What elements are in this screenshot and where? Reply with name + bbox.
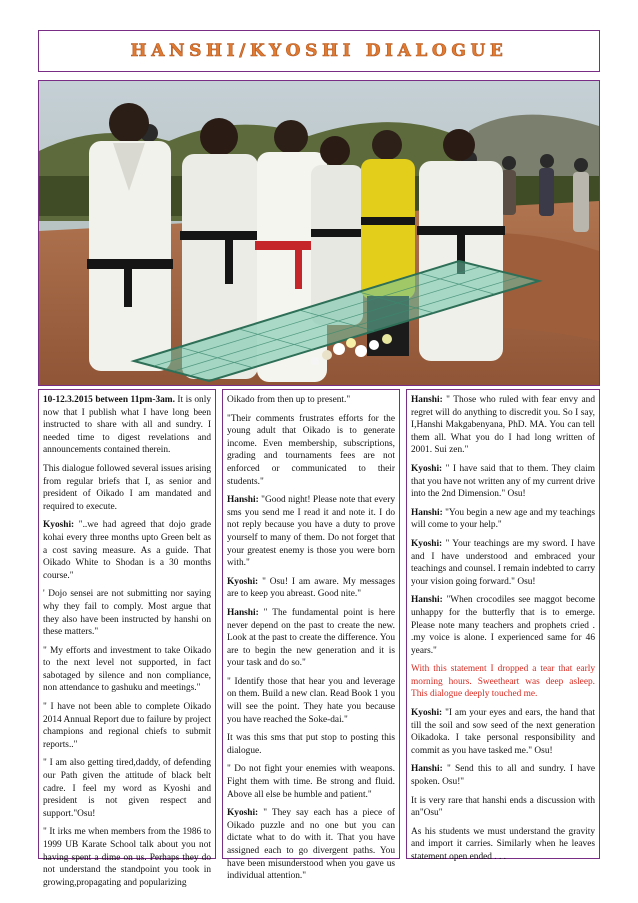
paragraph <box>227 607 395 670</box>
group-photo-karateka-icon <box>39 81 599 385</box>
speaker-label: Kyoshi: <box>227 808 259 819</box>
body-text: This dialogue followed several issues arising from regular briefs that I, as senior and president of Oikado I am mandated and required to execute. <box>43 463 211 512</box>
paragraph <box>43 757 211 820</box>
body-text: " Do not fight your enemies with weapons. Fight them with time. Be strong and fluid. Above all else be humble and patient." <box>227 764 395 800</box>
body-text: " Identify those that hear you and leverage on them. Build a new clan. Read Book 1 you will see the point. They hate you because you have reached the Soke-dai." <box>227 676 395 725</box>
speaker-label: Kyoshi: <box>411 463 443 474</box>
body-text: It is very rare that hanshi ends a discussion with an"Osu" <box>411 795 595 819</box>
body-text: Oikado from then up to present." <box>227 395 351 405</box>
speaker-label: 10-12.3.2015 between 11pm-3am. <box>43 395 175 405</box>
paragraph <box>411 394 595 457</box>
paragraph <box>227 494 395 570</box>
body-text: " Osu! I am aware. My messages are to keep you abreast. Good nite." <box>227 576 395 600</box>
body-text: "I am your eyes and ears, the hand that till the soil and sow seed of the next generation Oikadoka. I take personal responsibility and commit as you have tasked me." Osu! <box>411 708 595 756</box>
body-text: " Send this to all and sundry. I have spoken. Osu!" <box>411 764 595 788</box>
speaker-label: Hanshi: <box>227 495 259 506</box>
paragraph <box>411 663 595 701</box>
body-text: "Good night! Please note that every sms you send me I read it and note it. I do not reply because you have a duty to prove yourself to many of them. Do not forget that your greatest enemy is those you were born with." <box>227 495 395 569</box>
paragraph <box>43 394 211 457</box>
body-text: " They say each has a piece of Oikado puzzle and no one but you can dictate what to do with it. That you have assigned each to go divergent paths. You have been misunderstood when you gave us individual attention." <box>227 808 395 882</box>
paragraph <box>411 763 595 788</box>
speaker-label: Kyoshi: <box>411 708 443 719</box>
body-text: "..we had agreed that dojo grade kohai every three months upto Green belt as a cost saving measure. As a guide. That Oikado White to Shodan is a 30 months course." <box>43 520 211 581</box>
body-text: " I have said that to them. They claim that you have not written any of my current drive into the 2nd Dimension." Osu! <box>411 463 595 500</box>
paragraph <box>227 732 395 757</box>
paragraph <box>43 826 211 889</box>
speaker-label: Kyoshi: <box>43 520 75 531</box>
body-text: " Your teachings are my sword. I have and I have understood and embraced your teachings and counsel. I remain indebted to carry your vision going forward." Osu! <box>411 538 595 587</box>
speaker-label: Kyoshi: <box>411 538 443 549</box>
body-text: "When crocodiles see maggot become unhappy for the butterfly that is to emerge. Please note many teachers and prophets cried . .my voice is alone. I experienced same for 46 years." <box>411 595 595 656</box>
body-text: " My efforts and investment to take Oikado to the next level not supported, in fact sabotaged by silence and non compliance, non attendance to gashuku and meetings." <box>43 645 211 694</box>
body-text: ' Dojo sensei are not submitting nor saying why they fail to comply. Most argue that they also have been instructed by hanshi on these matters." <box>43 589 211 638</box>
body-text: "You begin a new age and my teachings will come to your help." <box>411 507 595 531</box>
paragraph <box>411 795 595 820</box>
body-text: It was this sms that put stop to posting this dialogue. <box>227 733 395 756</box>
title-banner <box>38 30 600 72</box>
paragraph <box>227 676 395 726</box>
paragraph <box>227 413 395 489</box>
paragraph <box>227 807 395 883</box>
paragraph <box>411 594 595 657</box>
body-text: " The fundamental point is here never depend on the past to create the new. Look at the past to create the difference. You are to begin the new generation and it is your task and do so." <box>227 607 395 669</box>
paragraph <box>43 701 211 751</box>
text-column-1 <box>38 389 216 888</box>
speaker-label: Hanshi: <box>411 595 443 606</box>
paragraph <box>43 463 211 513</box>
paragraph <box>411 507 595 532</box>
paragraph <box>227 763 395 801</box>
body-text: "Their comments frustrates efforts for the young adult that Oikado is to generate income. Even membership, subscriptions, grading and tournaments fees are not enforced or communicated to their students." <box>227 413 395 487</box>
body-text: As his students we must understand the gravity and import it carries. Similarly when he leaves statement open ended . . . <box>411 826 595 862</box>
speaker-label: Hanshi: <box>411 395 443 405</box>
paragraph <box>411 538 595 588</box>
paragraph <box>411 463 595 501</box>
group-photo <box>38 80 600 386</box>
paragraph <box>227 576 395 601</box>
text-column-2 <box>222 389 400 882</box>
body-text: " I have not been able to complete Oikado 2014 Annual Report due to failure by project champions and regional chiefs to submit reports.." <box>43 702 211 750</box>
speaker-label: Hanshi: <box>227 607 259 618</box>
paragraph <box>43 588 211 638</box>
text-column-3 <box>406 389 600 862</box>
paragraph <box>227 394 395 407</box>
speaker-label: Hanshi: <box>411 764 443 775</box>
body-text: " I am also getting tired,daddy, of defending our Path given the attitude of black belt cadre. I feel my word as Kyoshi and president is not given respect and support."Osu! <box>43 758 211 819</box>
paragraph <box>411 707 595 757</box>
speaker-label: Hanshi: <box>411 507 443 518</box>
body-text: " It irks me when members from the 1986 to 1999 UB Karate School talk about you not having spent a dime on us. Perhaps they do not understand the standpoint you took in growing,propagating and popularizing <box>43 827 211 888</box>
paragraph <box>43 645 211 695</box>
body-text: It is only now that I publish what I have long been instructed to share with all and sundry. I needed time to digest revelations and announcements contained therein. <box>43 395 211 456</box>
highlight-text: With this statement I dropped a tear that early morning hours. Sweetheart was deep asleep. This dialogue deeply touched me. <box>411 664 595 700</box>
paragraph <box>411 826 595 864</box>
body-text: " Those who ruled with fear envy and regret will do anything to discredit you. So I say, I,Hanshi Makgabenyana, PhD. MA. You can tell them all. What you do I had long written of 2001. Sui zen." <box>411 395 595 456</box>
paragraph <box>43 519 211 582</box>
speaker-label: Kyoshi: <box>227 576 259 587</box>
page-title: HANSHI/KYOSHI DIALOGUE <box>130 41 508 61</box>
